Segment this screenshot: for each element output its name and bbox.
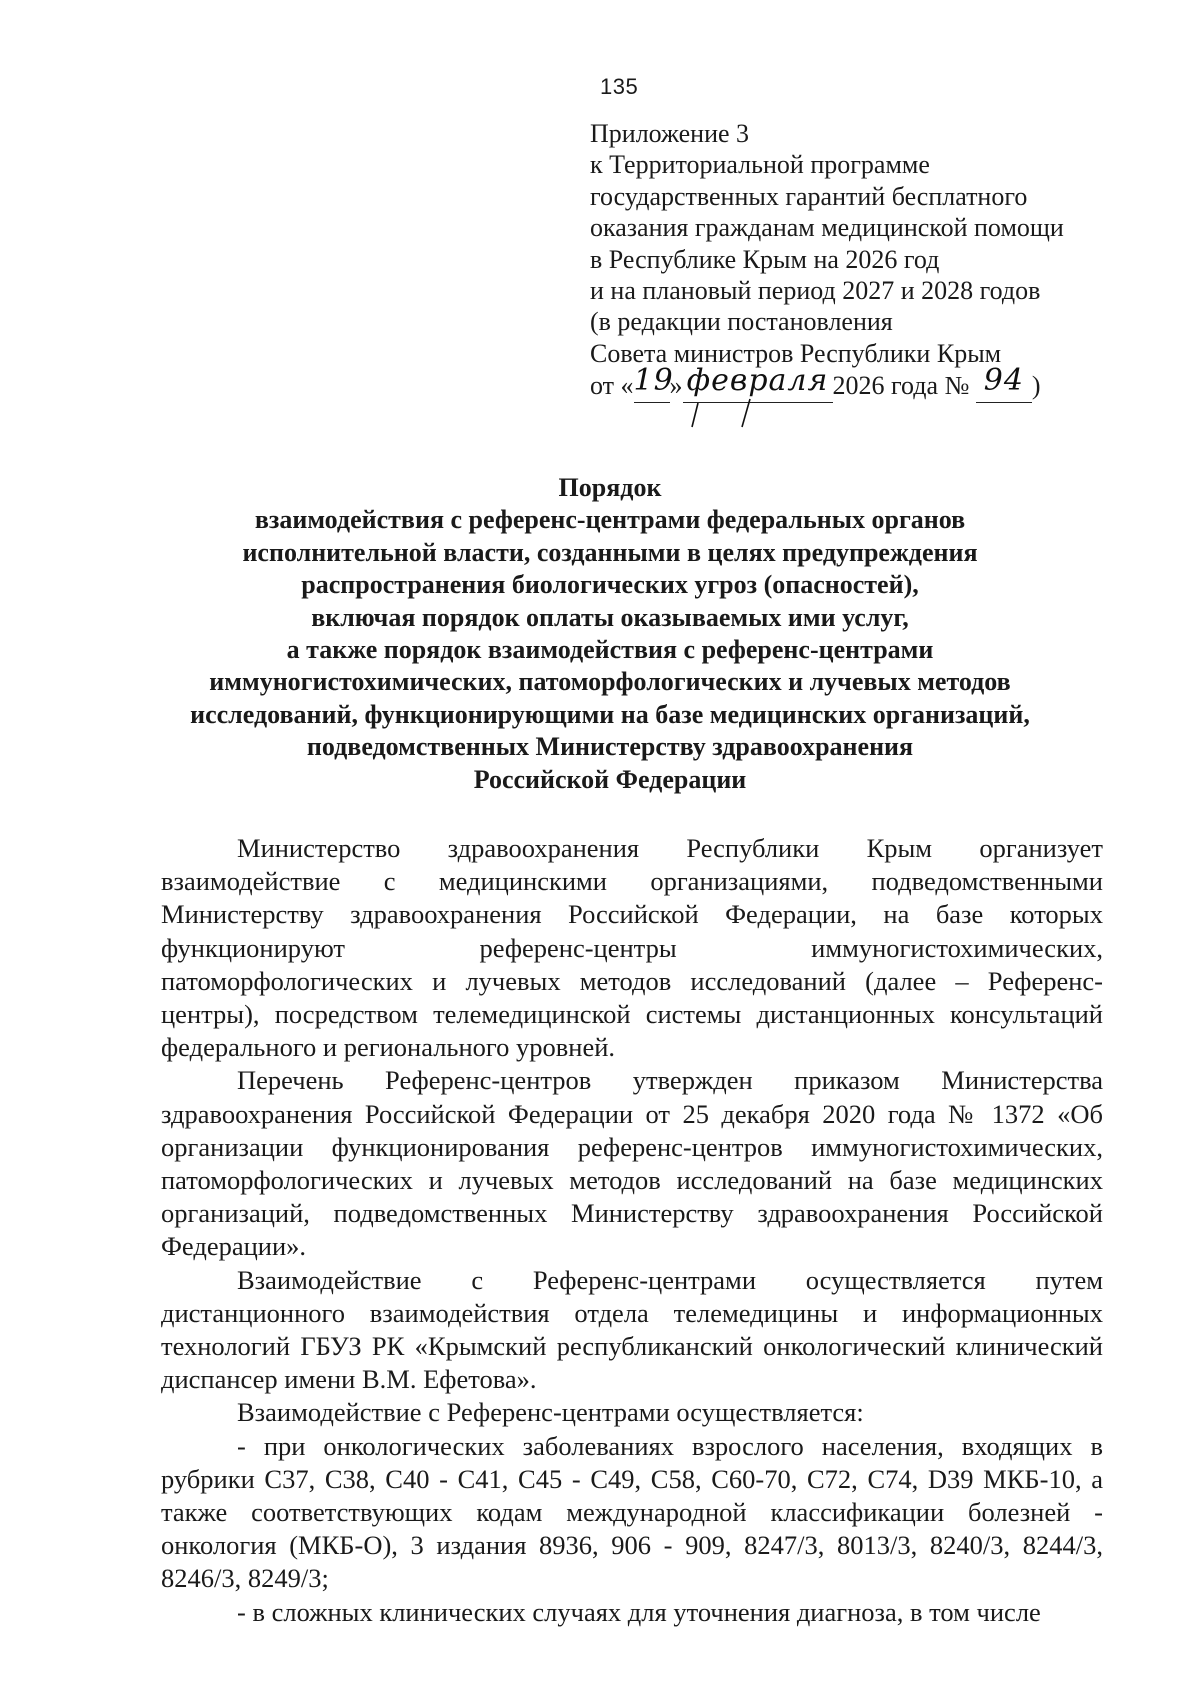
title-line: исполнительной власти, созданными в целях предупреждения — [242, 537, 978, 567]
title-line: иммуногистохимических, патоморфологических и лучевых методов — [209, 667, 1011, 697]
title-line: взаимодействия с референс-центрами федеральных органов — [254, 505, 966, 535]
appendix-line: в Республике Крым на 2026 год — [590, 244, 940, 274]
date-prefix: от « — [590, 371, 634, 401]
page-number: 135 — [600, 74, 639, 99]
title-line: распространения биологических угроз (опасностей), — [301, 570, 919, 600]
title-heading: Порядок — [558, 473, 662, 502]
decree-date-line — [590, 363, 1110, 402]
list-item: - в сложных клинических случаях для уточнения диагноза, в том числе — [237, 1596, 1041, 1627]
body-paragraph: Взаимодействие с Референс-центрами осуществляется: — [237, 1397, 864, 1428]
body-paragraph: Министерство здравоохранения Республики Крым организует взаимодействие с медицинскими организациями, подведомственными Министерству здравоохранения Российской Федерации, на базе которых функционируют референс-центры иммуногистохимических, патоморфологических и лучевых методов исследований (далее – Референс-центры), посредством телемедицинской системы дистанционных консультаций федерального и регионального уровней. — [161, 833, 1103, 1063]
appendix-line: к Территориальной программе — [590, 150, 930, 180]
date-closing: ) — [1031, 371, 1041, 401]
handwritten-day: 19 — [633, 363, 674, 399]
document-body — [161, 832, 1103, 1629]
body-paragraph: Взаимодействие с Референс-центрами осуществляется путем дистанционного взаимодействия отдела телемедицины и информационных технологий ГБУЗ РК «Крымский республиканский онкологический клинический диспансер имени В.М. Ефетова». — [161, 1264, 1103, 1395]
appendix-line: и на плановый период 2027 и 2028 годов — [590, 276, 1041, 306]
date-suffix: 2026 года № — [832, 371, 970, 401]
handwritten-month: февраля — [686, 363, 829, 399]
title-line: подведомственных Министерству здравоохранения — [306, 732, 914, 762]
appendix-line: Приложение 3 — [590, 119, 750, 148]
list-item: - при онкологических заболеваниях взрослого населения, входящих в рубрики C37, C38, C40 - C41, C45 - C49, C58, C60-70, C72, C74, D39 МКБ-10, а также соответствующих кодам международной классификации болезней - онкология (МКБ-О), 3 издания 8936, 906 - 909, 8247/3, 8013/3, 8240/3, 8244/3, 8246/3, 8249/3; — [161, 1430, 1103, 1594]
appendix-line: оказания гражданам медицинской помощи — [590, 213, 1064, 243]
document-title — [150, 472, 1070, 796]
appendix-line: государственных гарантий бесплатного — [590, 181, 1028, 211]
handwritten-decree-number: 94 — [983, 363, 1024, 399]
title-line: а также порядок взаимодействия с референс-центрами — [286, 635, 934, 665]
title-line: исследований, функционирующими на базе медицинских организаций, — [190, 699, 1030, 729]
appendix-line: Совета министров Республики Крым — [590, 338, 1002, 368]
date-mid: » — [669, 371, 683, 401]
body-paragraph: Перечень Референс-центров утвержден приказом Министерства здравоохранения Российской Федерации от 25 декабря 2020 года № 1372 «Об организации функционирования референс-центров иммуногистохимических, патоморфологических и лучевых методов исследований на базе медицинских организаций, подведомственных Министерству здравоохранения Российской Федерации». — [161, 1065, 1103, 1262]
appendix-line: (в редакции постановления — [590, 307, 893, 337]
title-line: Российской Федерации — [473, 764, 747, 794]
appendix-header — [590, 118, 1110, 403]
title-line: включая порядок оплаты оказываемых ими услуг, — [311, 602, 909, 632]
